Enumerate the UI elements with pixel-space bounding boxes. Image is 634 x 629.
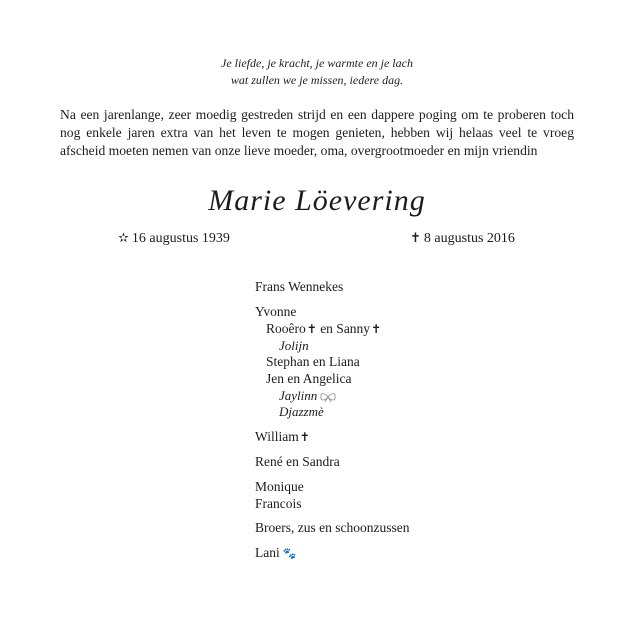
family-rooero-sanny xyxy=(266,321,381,337)
family-lani-name: Lani xyxy=(255,545,280,560)
family-djazzme: Djazzmè xyxy=(279,404,324,419)
cross-icon: ✝ xyxy=(306,322,317,336)
family-sanny: en Sanny xyxy=(316,321,371,336)
ribbon-icon xyxy=(318,391,338,403)
cross-icon: ✝ xyxy=(371,322,382,336)
family-lani xyxy=(255,545,296,561)
star-icon: ✫ xyxy=(118,230,129,245)
paw-icon: 🐾 xyxy=(282,548,297,560)
cross-icon: ✝ xyxy=(410,230,421,245)
family-jen-angelica: Jen en Angelica xyxy=(266,371,352,386)
announcement-text xyxy=(60,106,574,160)
birth-date-text: 16 augustus 1939 xyxy=(131,231,230,246)
cross-icon: ✝ xyxy=(299,430,310,444)
family-rene-sandra: René en Sandra xyxy=(255,454,340,469)
family-frans: Frans Wennekes xyxy=(255,279,344,294)
family-broers-zussen: Broers, zus en schoonzussen xyxy=(255,520,410,535)
family-jaylinn-name: Jaylinn xyxy=(279,388,318,403)
poem-line-2: wat zullen we je missen, iedere dag. xyxy=(230,73,404,87)
death-date-text: 8 augustus 2016 xyxy=(423,231,515,246)
family-stephan-liana: Stephan en Liana xyxy=(266,354,360,369)
death-date xyxy=(410,230,515,247)
family-yvonne: Yvonne xyxy=(255,304,297,319)
poem-line-1: Je liefde, je kracht, je warmte en je lach xyxy=(221,56,413,70)
announcement-line-1: Na een jarenlange, zeer moedig gestreden strijd en een dappere poging om te proberen toch xyxy=(60,107,574,122)
family-jolijn: Jolijn xyxy=(279,338,309,353)
family-william xyxy=(255,429,310,445)
family-jaylinn xyxy=(279,388,338,404)
birth-date xyxy=(118,230,230,247)
announcement-line-3: afscheid moeten nemen van onze lieve moeder, oma, overgrootmoeder en mijn vriendin xyxy=(60,143,538,158)
family-william-name: William xyxy=(255,429,299,444)
family-rooero: Rooêro xyxy=(266,321,306,336)
family-monique: Monique xyxy=(255,479,304,494)
announcement-line-2: nog enkele jaren extra van het leven te mogen genieten, hebben wij helaas veel te vroeg xyxy=(60,125,574,140)
deceased-name: Marie Löevering xyxy=(208,184,426,217)
family-francois: Francois xyxy=(255,496,302,511)
